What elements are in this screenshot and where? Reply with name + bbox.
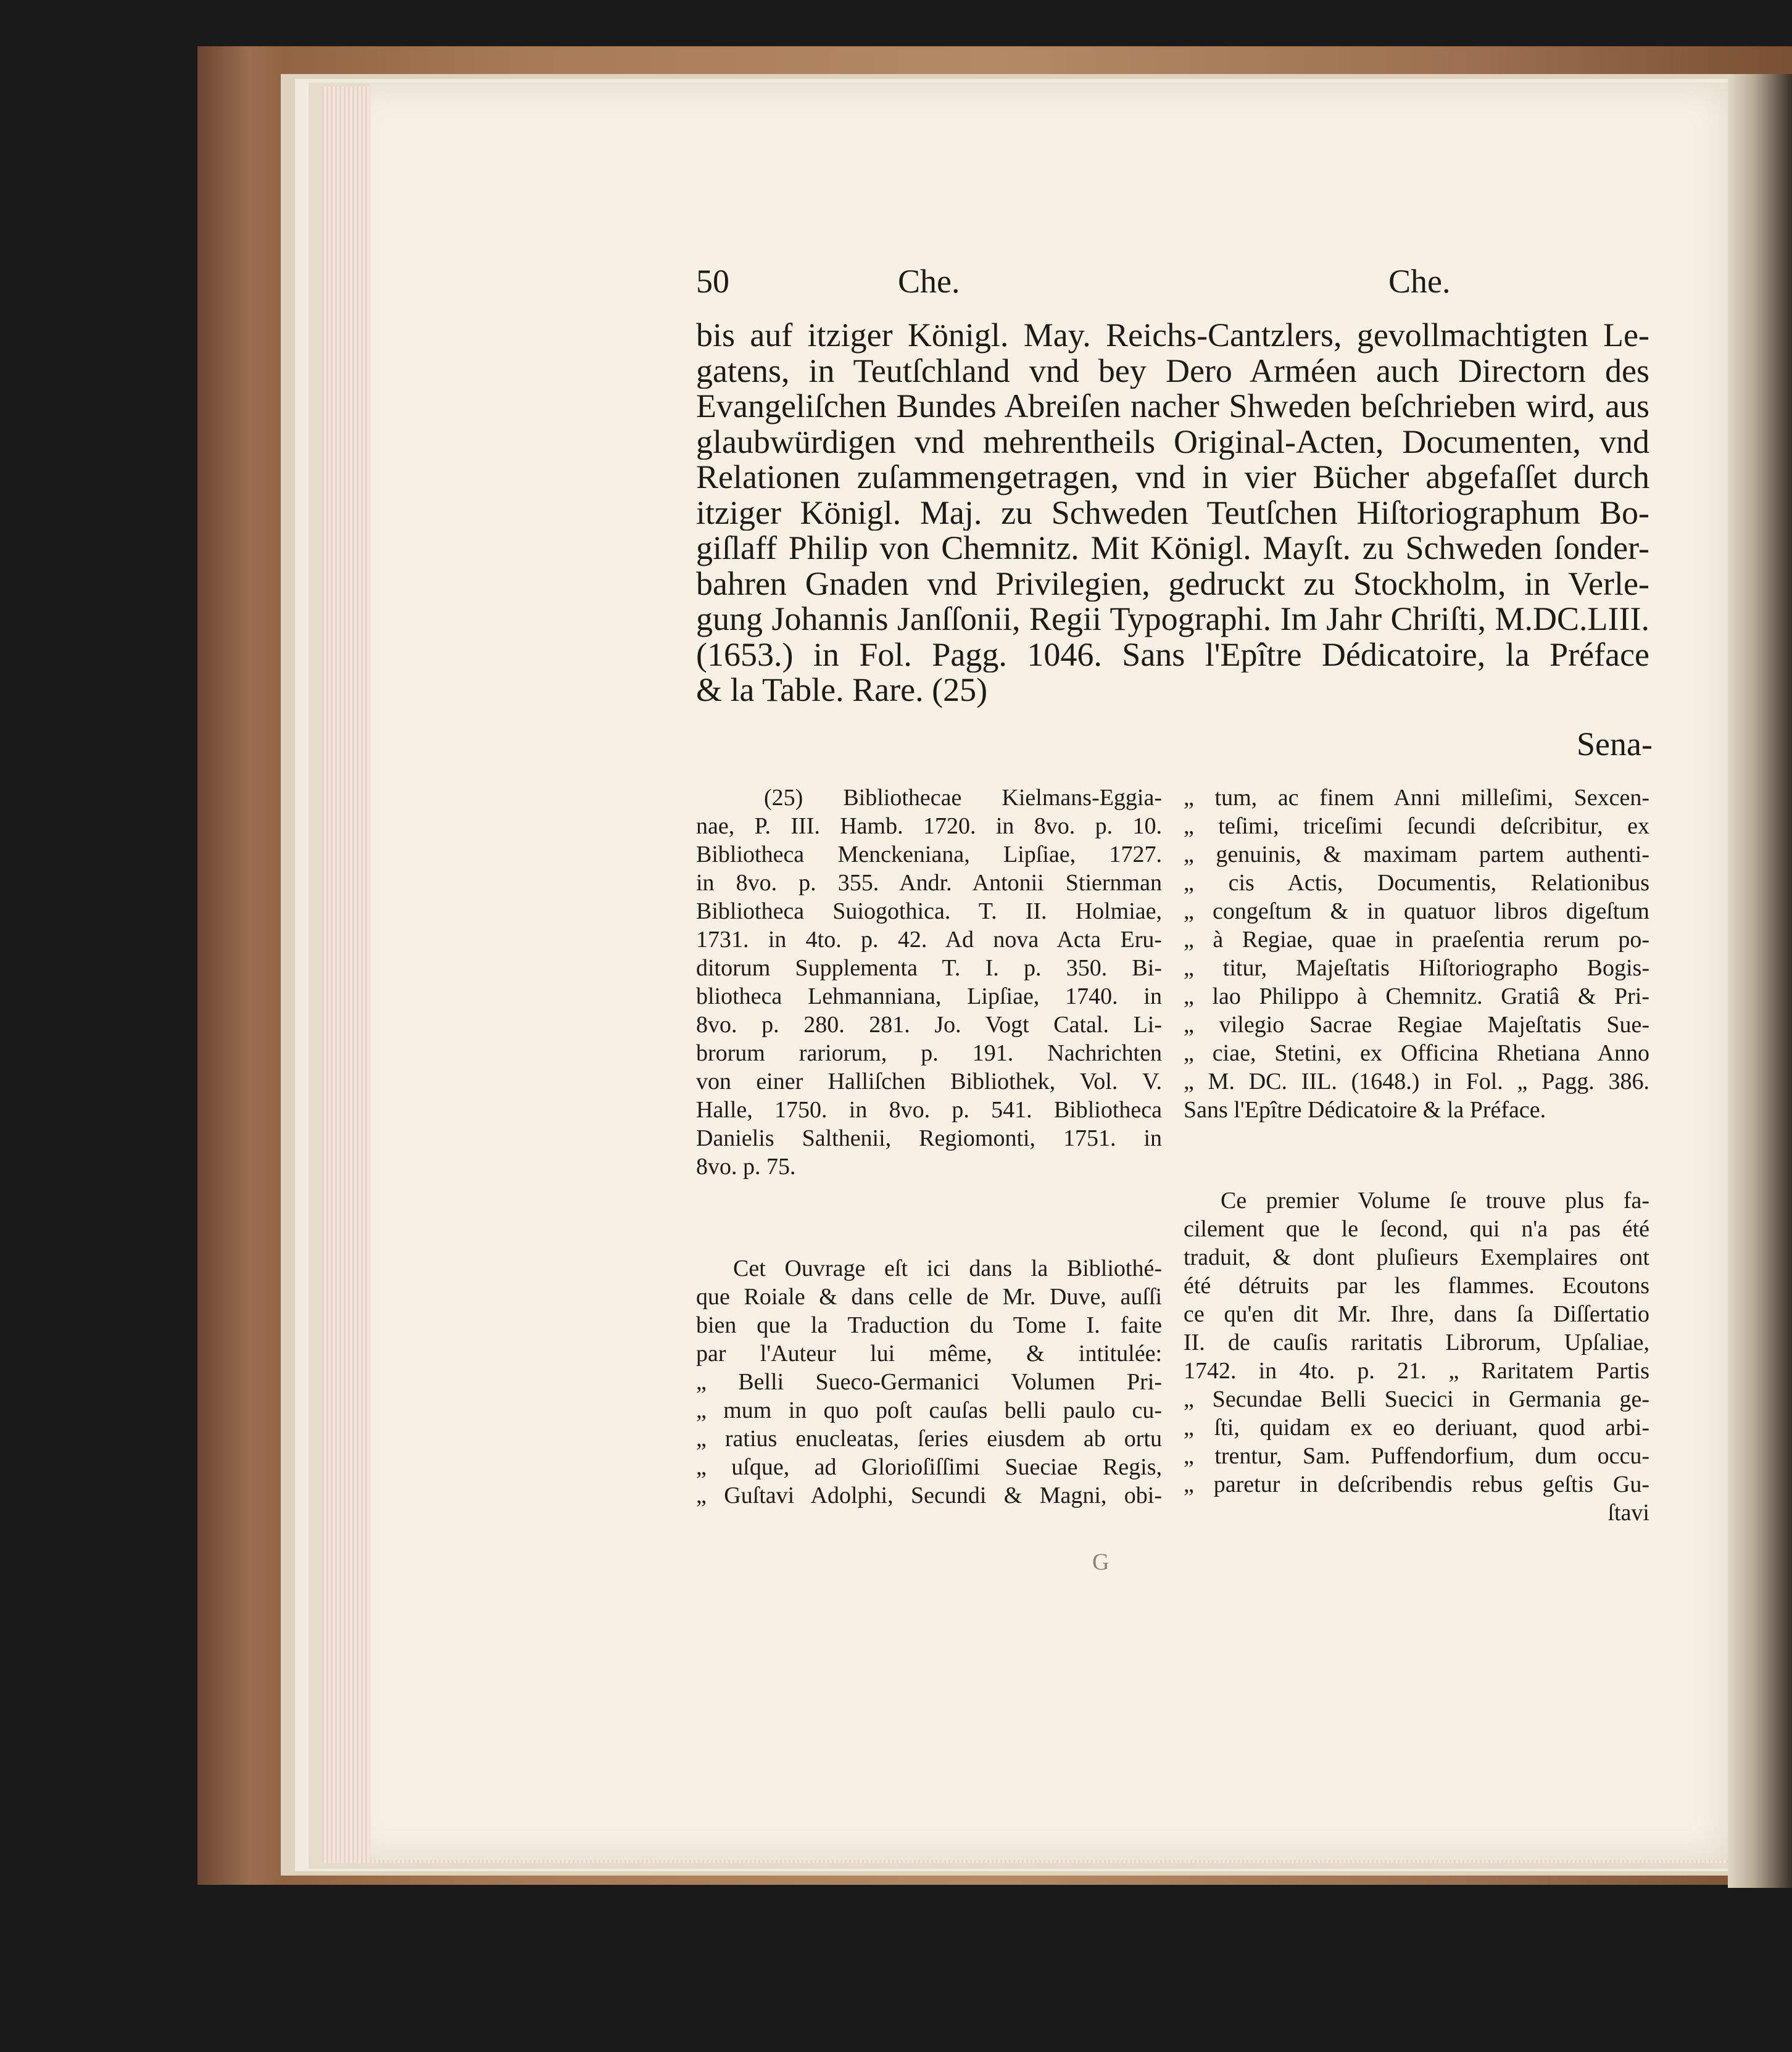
text-line: bis auf itziger Königl. May. Reichs-Cantzlers, gevollmachtigten Le- [696, 318, 1649, 354]
paragraph-line: „ mum in quo poſt cauſas belli paulo cu- [696, 1397, 1162, 1423]
quote-line: „ genuinis, & maximam partem authenti- [1184, 842, 1649, 867]
running-title-left: Che. [898, 263, 960, 300]
quote-line: Sans l'Epître Dédicatoire & la Préface. [1184, 1097, 1546, 1123]
paragraph-line: „ Guſtavi Adolphi, Secundi & Magni, obi- [696, 1483, 1162, 1508]
page-number: 50 [696, 263, 729, 300]
footnote-line: Bibliotheca Suiogothica. T. II. Holmiae, [696, 898, 1162, 924]
paragraph-line: Cet Ouvrage eſt ici dans la Bibliothé- [733, 1256, 1162, 1281]
quote-line: „ tum, ac finem Anni milleſimi, Sexcen- [1184, 785, 1649, 811]
text-line: & la Table. Rare. (25) [696, 672, 988, 708]
quote-line: „ à Regiae, quae in praeſentia rerum po- [1184, 927, 1649, 953]
paragraph-line: „ trentur, Sam. Puffendorfium, dum occu- [1184, 1443, 1649, 1469]
footnote-line: von einer Halliſchen Bibliothek, Vol. V. [696, 1069, 1162, 1094]
paragraph-line: que Roiale & dans celle de Mr. Duve, auſſi [696, 1284, 1162, 1310]
quote-line: „ titur, Majeſtatis Hiſtoriographo Bogis- [1184, 955, 1649, 981]
signature-mark: G [1092, 1549, 1110, 1575]
quote-line: „ congeſtum & in quatuor libros digeſtum [1184, 898, 1649, 924]
quote-line: „ ciae, Stetini, ex Officina Rhetiana Anno [1184, 1040, 1649, 1066]
quote-line: „ M. DC. IIL. (1648.) in Fol. „ Pagg. 386. [1184, 1069, 1649, 1094]
text-line: Relationen zuſammengetragen, vnd in vier Bücher abgefaſſet durch [696, 460, 1649, 495]
paragraph-line: „ uſque, ad Glorioſiſſimi Sueciae Regis, [696, 1454, 1162, 1480]
footnote-line: bliotheca Lehmanniana, Lipſiae, 1740. in [696, 983, 1162, 1009]
paragraph-line: Ce premier Volume ſe trouve plus fa- [1221, 1188, 1649, 1214]
footnote-line: Bibliotheca Menckeniana, Lipſiae, 1727. [696, 842, 1162, 867]
footnote-line: ditorum Supplementa T. I. p. 350. Bi- [696, 955, 1162, 981]
paragraph-line: „ paretur in deſcribendis rebus geſtis Gu- [1184, 1471, 1649, 1497]
quote-column-right [1184, 784, 1649, 1124]
footnote-line: brorum rariorum, p. 191. Nachrichten [696, 1040, 1162, 1066]
text-line: glaubwürdigen vnd mehrentheils Original-Acten, Documenten, vnd [696, 424, 1649, 460]
text-line: Evangeliſchen Bundes Abreiſen nacher Shweden beſchrieben wird, aus [696, 389, 1649, 424]
footnote-line: 8vo. p. 75. [696, 1154, 796, 1180]
quote-line: „ cis Actis, Documentis, Relationibus [1184, 870, 1649, 896]
footnote-line: 8vo. p. 280. 281. Jo. Vogt Catal. Li- [696, 1012, 1162, 1038]
paragraph-line: été détruits par les flammes. Ecoutons [1184, 1273, 1649, 1299]
text-line: giſlaff Philip von Chemnitz. Mit Königl. Mayſt. zu Schweden ſonder- [696, 531, 1649, 566]
page-gutter [1728, 74, 1792, 1888]
text-line: itziger Königl. Maj. zu Schweden Teutſchen Hiſtoriographum Bo- [696, 495, 1649, 531]
paragraph-line: „ Belli Sueco-Germanici Volumen Pri- [696, 1369, 1162, 1395]
paragraph-column-left [696, 1254, 1162, 1510]
footnote-line: Halle, 1750. in 8vo. p. 541. Bibliotheca [696, 1097, 1162, 1123]
paragraph-line: „ ratius enucleatas, ſeries eiusdem ab ortu [696, 1426, 1162, 1452]
main-text-block [696, 318, 1649, 708]
paragraph-line: „ Secundae Belli Suecici in Germania ge- [1184, 1386, 1649, 1412]
paragraph-line: II. de cauſis raritatis Librorum, Upſaliae, [1184, 1330, 1649, 1355]
text-line: bahren Gnaden vnd Privilegien, gedruckt zu Stockholm, in Verle- [696, 566, 1649, 602]
paragraph-line: ce qu'en dit Mr. Ihre, dans ſa Diſſertatio [1184, 1301, 1649, 1327]
paragraph-line: ſtavi [1607, 1500, 1649, 1526]
footnote-line: nae, P. III. Hamb. 1720. in 8vo. p. 10. [696, 813, 1162, 839]
text-line: gatens, in Teutſchland vnd bey Dero Arméen auch Directorn des [696, 353, 1649, 389]
running-title-right: Che. [1388, 263, 1451, 300]
paragraph-line: „ ſti, quidam ex eo deriuant, quod arbi- [1184, 1415, 1649, 1441]
footnote-line: 1731. in 4to. p. 42. Ad nova Acta Eru- [696, 927, 1162, 953]
paragraph-line: 1742. in 4to. p. 21. „ Raritatem Partis [1184, 1358, 1649, 1384]
footnote-line: (25) Bibliothecae Kielmans-Eggia- [764, 785, 1162, 811]
paragraph-line: par l'Auteur lui même, & intitulée: [696, 1341, 1162, 1367]
paragraph-column-right [1184, 1186, 1649, 1527]
catchword: Sena- [1577, 726, 1653, 763]
footnote-column-left [696, 784, 1162, 1181]
footnote-line: in 8vo. p. 355. Andr. Antonii Stiernman [696, 870, 1162, 896]
footnote-line: Danielis Salthenii, Regiomonti, 1751. in [696, 1125, 1162, 1151]
cover-shadow [197, 46, 284, 1885]
paragraph-line: traduit, & dont pluſieurs Exemplaires ont [1184, 1244, 1649, 1270]
paragraph-line: cilement que le ſecond, qui n'a pas été [1184, 1216, 1649, 1242]
quote-line: „ vilegio Sacrae Regiae Majeſtatis Sue- [1184, 1012, 1649, 1038]
quote-line: „ lao Philippo à Chemnitz. Gratiâ & Pri- [1184, 983, 1649, 1009]
text-line: (1653.) in Fol. Pagg. 1046. Sans l'Epître Dédicatoire, la Préface [696, 637, 1649, 672]
quote-line: „ teſimi, triceſimi ſecundi deſcribitur, ex [1184, 813, 1649, 839]
paragraph-line: bien que la Traduction du Tome I. faite [696, 1312, 1162, 1338]
text-line: gung Johannis Janſſonii, Regii Typographi. Im Jahr Chriſti, M.DC.LIII. [696, 602, 1649, 637]
